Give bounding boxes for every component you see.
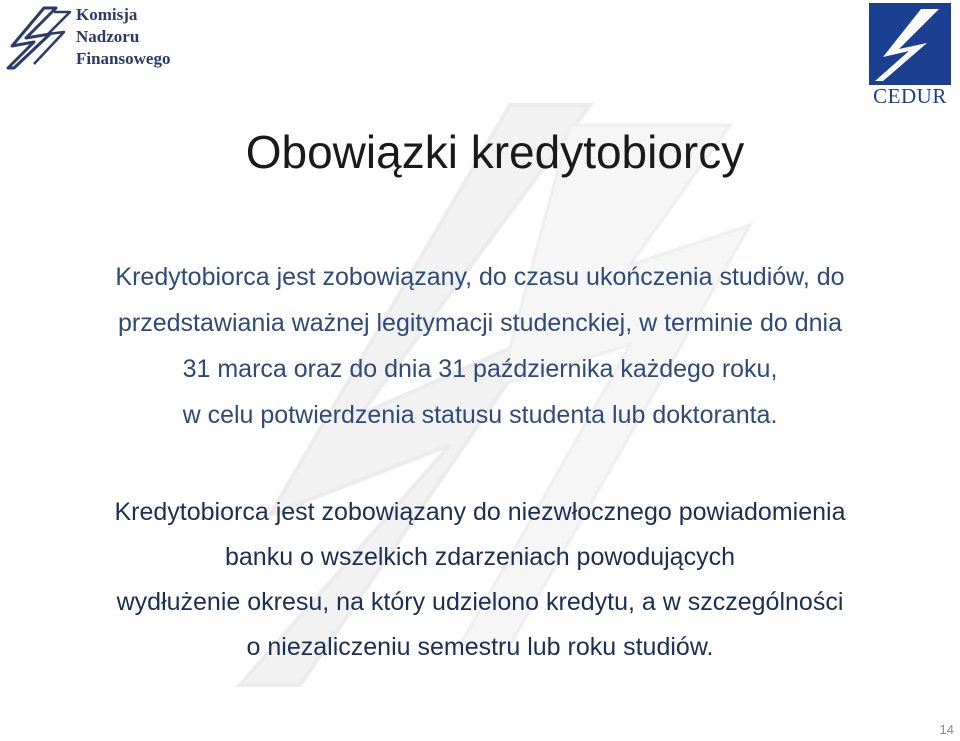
knf-logo-text: [76, 4, 170, 70]
paragraph-line: 31 marca oraz do dnia 31 października każdego roku,: [182, 355, 778, 383]
paragraph-line: Kredytobiorca jest zobowiązany, do czasu ukończenia studiów, do: [115, 263, 845, 291]
paragraph-line: przedstawiania ważnej legitymacji studenckiej, w terminie do dnia: [118, 309, 842, 337]
paragraph-line: w celu potwierdzenia statusu studenta lub doktoranta.: [182, 401, 778, 429]
knf-lightning-icon: [4, 4, 74, 70]
paragraph-line: wydłużenie okresu, na który udzielono kredytu, a w szczególności: [116, 588, 844, 616]
cedur-logo: [866, 3, 954, 107]
paragraph-line: banku o wszelkich zdarzeniach powodujących: [224, 543, 735, 571]
knf-logo-line: Komisja: [76, 5, 138, 24]
knf-logo-line: Nadzoru: [76, 27, 140, 46]
slide-title: Obowiązki kredytobiorcy: [245, 126, 745, 178]
knf-logo: [4, 2, 194, 74]
paragraph-legitimacy: [0, 254, 960, 438]
paragraph-line: o niezaliczeniu semestru lub roku studiów.: [246, 633, 714, 661]
paragraph-notification: [0, 490, 960, 670]
page-number: 14: [939, 722, 954, 737]
cedur-mark-icon: [869, 3, 951, 85]
paragraph-line: Kredytobiorca jest zobowiązany do niezwłocznego powiadomienia: [114, 498, 846, 526]
knf-logo-line: Finansowego: [76, 49, 171, 68]
cedur-label: CEDUR: [873, 84, 947, 108]
